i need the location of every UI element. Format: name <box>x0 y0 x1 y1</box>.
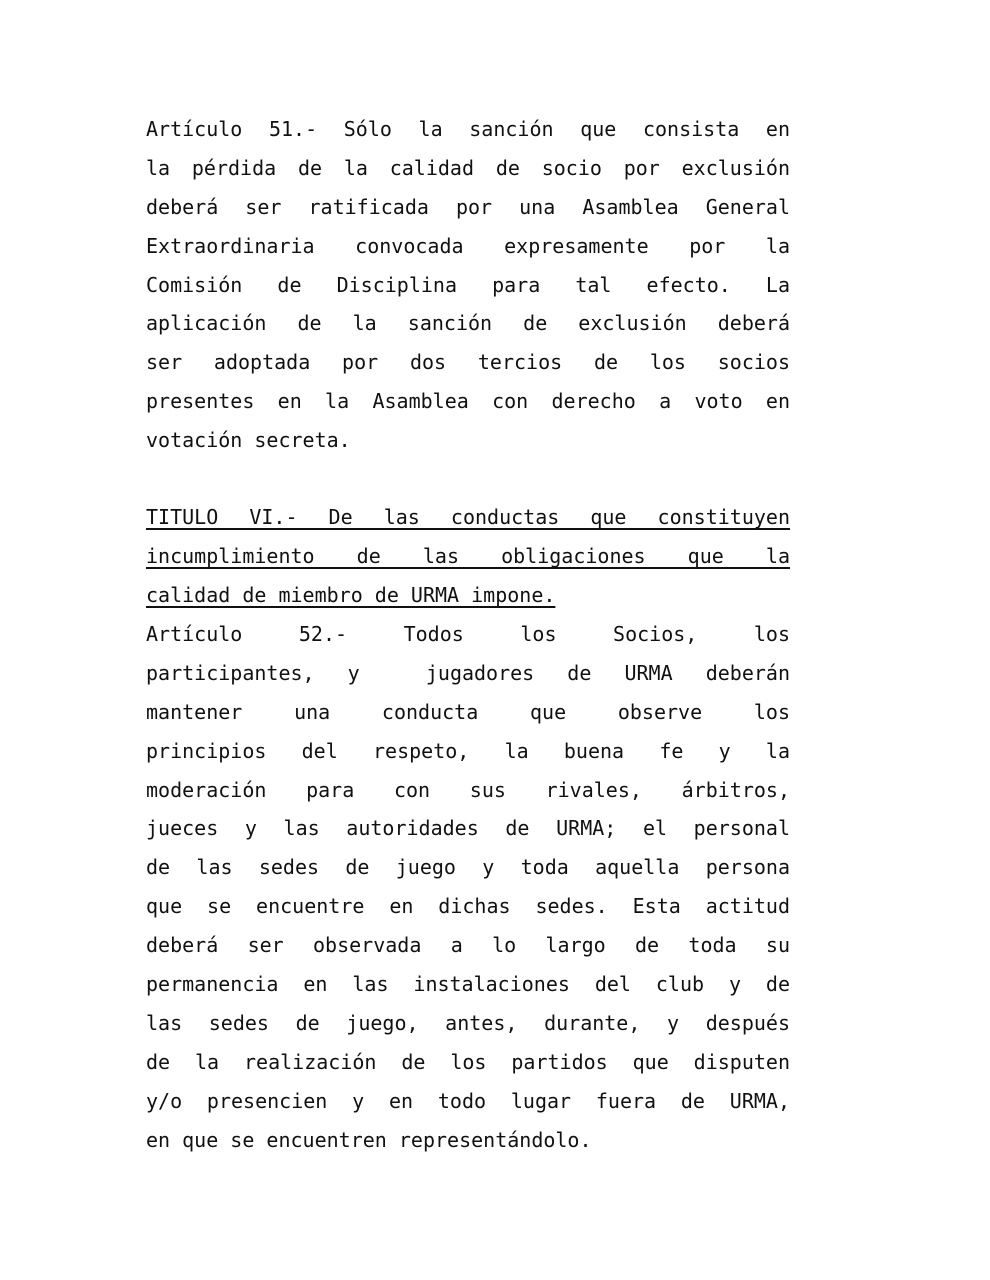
article-51-line: votación secreta. <box>146 428 351 453</box>
titulo-vi-line: TITULO VI.- De las conductas que constituyen <box>146 505 790 529</box>
article-51-line: deberá ser ratificada por una Asamblea General <box>146 194 790 219</box>
article-52-line: participantes, y jugadores de URMA deberán <box>146 660 790 685</box>
article-52-line: de las sedes de juego y toda aquella persona <box>146 855 790 880</box>
article-52-line: las sedes de juego, antes, durante, y después <box>146 1010 790 1035</box>
article-51-line: Artículo 51.- Sólo la sanción que consista en <box>146 117 790 141</box>
article-52-line: principios del respeto, la buena fe y la <box>146 738 790 763</box>
titulo-vi-line-wrap <box>146 576 790 615</box>
article-52-line: permanencia en las instalaciones del club y de <box>146 972 790 997</box>
article-51-line: ser adoptada por dos tercios de los socios <box>146 350 790 375</box>
article-51-paragraph <box>146 110 790 460</box>
article-51-line: la pérdida de la calidad de socio por exclusión <box>146 155 790 180</box>
article-52-line: de la realización de los partidos que disputen <box>146 1049 790 1074</box>
titulo-vi-line: incumplimiento de las obligaciones que la <box>146 543 790 568</box>
article-52-line: en que se encuentren representándolo. <box>146 1127 592 1152</box>
article-52-line: deberá ser observada a lo largo de toda su <box>146 933 790 958</box>
titulo-vi-heading <box>146 498 790 615</box>
article-52-line: moderación para con sus rivales, árbitros, <box>146 777 790 802</box>
article-52-line: Artículo 52.- Todos los Socios, los <box>146 622 790 646</box>
article-51-line: Comisión de Disciplina para tal efecto. La <box>146 272 790 297</box>
article-52-line: que se encuentre en dichas sedes. Esta actitud <box>146 894 790 919</box>
article-51-line: Extraordinaria convocada expresamente por la <box>146 233 790 258</box>
titulo-vi-line: calidad de miembro de URMA impone. <box>146 582 556 607</box>
article-52-line: y/o presencien y en todo lugar fuera de URMA, <box>146 1088 790 1113</box>
article-51-line: presentes en la Asamblea con derecho a voto en <box>146 389 790 414</box>
article-52-line: mantener una conducta que observe los <box>146 699 790 724</box>
article-52-line: jueces y las autoridades de URMA; el personal <box>146 816 790 841</box>
article-52-paragraph <box>146 615 790 1159</box>
article-51-line: aplicación de la sanción de exclusión deberá <box>146 311 790 336</box>
